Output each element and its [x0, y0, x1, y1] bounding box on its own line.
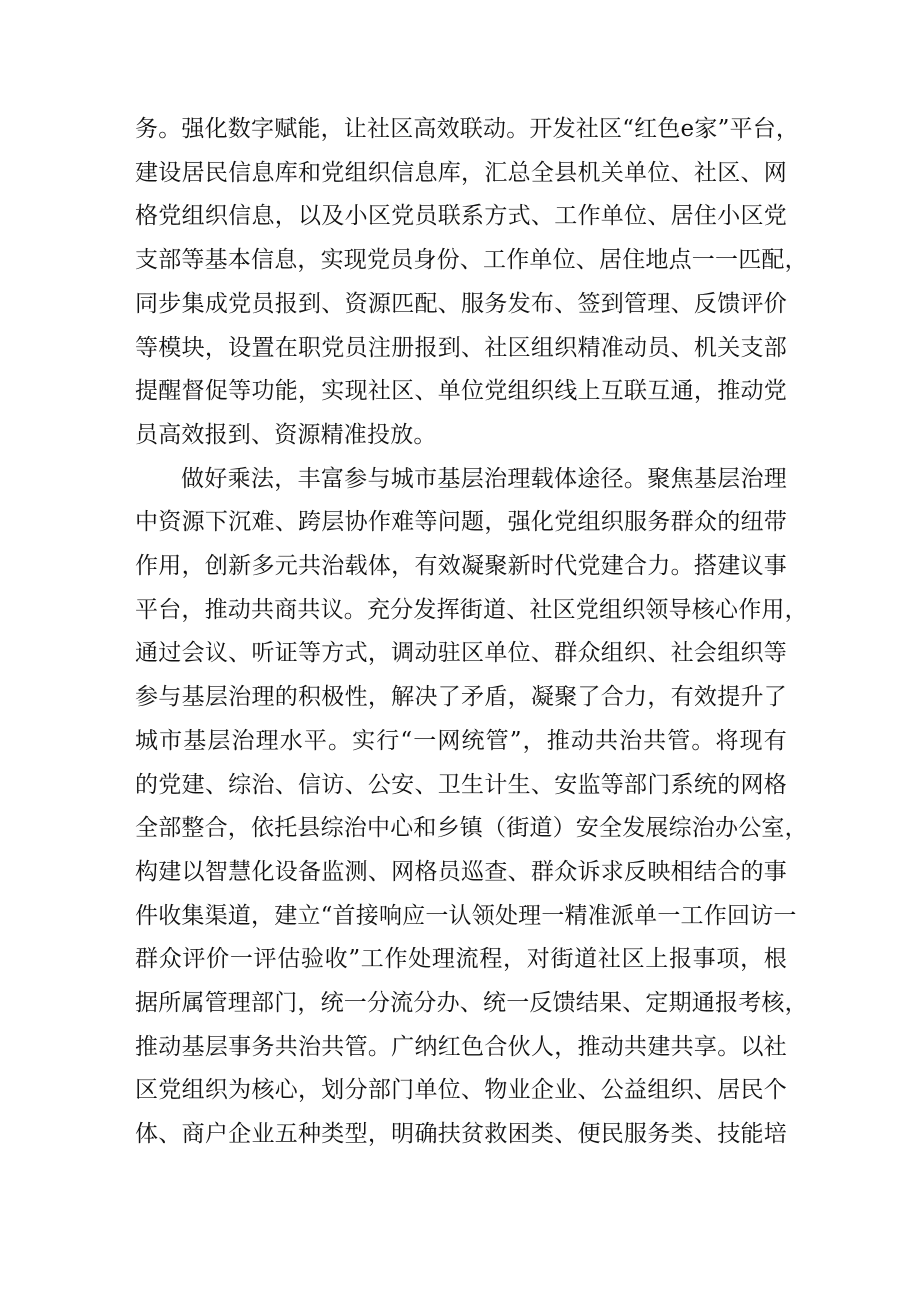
text-line: 格党组织信息，以及小区党员联系方式、工作单位、居住小区党: [135, 203, 787, 230]
text-line: 的党建、综治、信访、公安、卫生计生、安监等部门系统的网格: [135, 771, 787, 798]
text-line: 中资源下沉难、跨层协作难等问题，强化党组织服务群众的纽带: [135, 509, 787, 536]
text-line: 等模块，设置在职党员注册报到、社区组织精准动员、机关支部: [135, 334, 787, 361]
paragraph-1: [135, 108, 808, 458]
text-line: 据所属管理部门，统一分流分办、统一反馈结果、定期通报考核，: [135, 990, 808, 1017]
text-line: 通过会议、听证等方式，调动驻区单位、群众组织、社会组织等: [135, 640, 787, 667]
text-line: 城市基层治理水平。实行“一网统管”，推动共治共管。将现有: [135, 727, 787, 754]
text-line: 区党组织为核心，划分部门单位、物业企业、公益组织、居民个: [135, 1077, 787, 1104]
text-line: 支部等基本信息，实现党员身份、工作单位、居住地点一一匹配，: [135, 247, 808, 274]
text-line: 建设居民信息库和党组织信息库，汇总全县机关单位、社区、网: [135, 159, 787, 186]
paragraph-2: [135, 458, 808, 1157]
text-line: 构建以智慧化设备监测、网格员巡查、群众诉求反映相结合的事: [135, 858, 787, 885]
text-line: 参与基层治理的积极性，解决了矛盾，凝聚了合力，有效提升了: [135, 684, 787, 711]
text-line: 全部整合，依托县综治中心和乡镇（街道）安全发展综治办公室，: [135, 815, 808, 842]
text-line: 平台，推动共商共议。充分发挥街道、社区党组织领导核心作用，: [135, 596, 808, 623]
text-line: 件收集渠道，建立“首接响应一认领处理一精准派单一工作回访一: [135, 902, 797, 929]
document-body: [135, 108, 808, 1157]
text-line: 提醒督促等功能，实现社区、单位党组织线上互联互通，推动党: [135, 378, 787, 405]
text-line: 体、商户企业五种类型，明确扶贫救困类、便民服务类、技能培: [135, 1121, 787, 1148]
text-line: 推动基层事务共治共管。广纳红色合伙人，推动共建共享。以社: [135, 1033, 787, 1060]
text-line: 群众评价一评估验收”工作处理流程，对街道社区上报事项，根: [135, 946, 787, 973]
text-line: 作用，创新多元共治载体，有效凝聚新时代党建合力。搭建议事: [135, 553, 787, 580]
text-line: 务。强化数字赋能，让社区高效联动。开发社区“红色e家”平台，: [135, 116, 800, 142]
text-line: 同步集成党员报到、资源匹配、服务发布、签到管理、反馈评价: [135, 290, 787, 317]
text-line: 员高效报到、资源精准投放。: [135, 421, 437, 448]
text-line: 做好乘法，丰富参与城市基层治理载体途径。聚焦基层治理: [181, 465, 787, 492]
